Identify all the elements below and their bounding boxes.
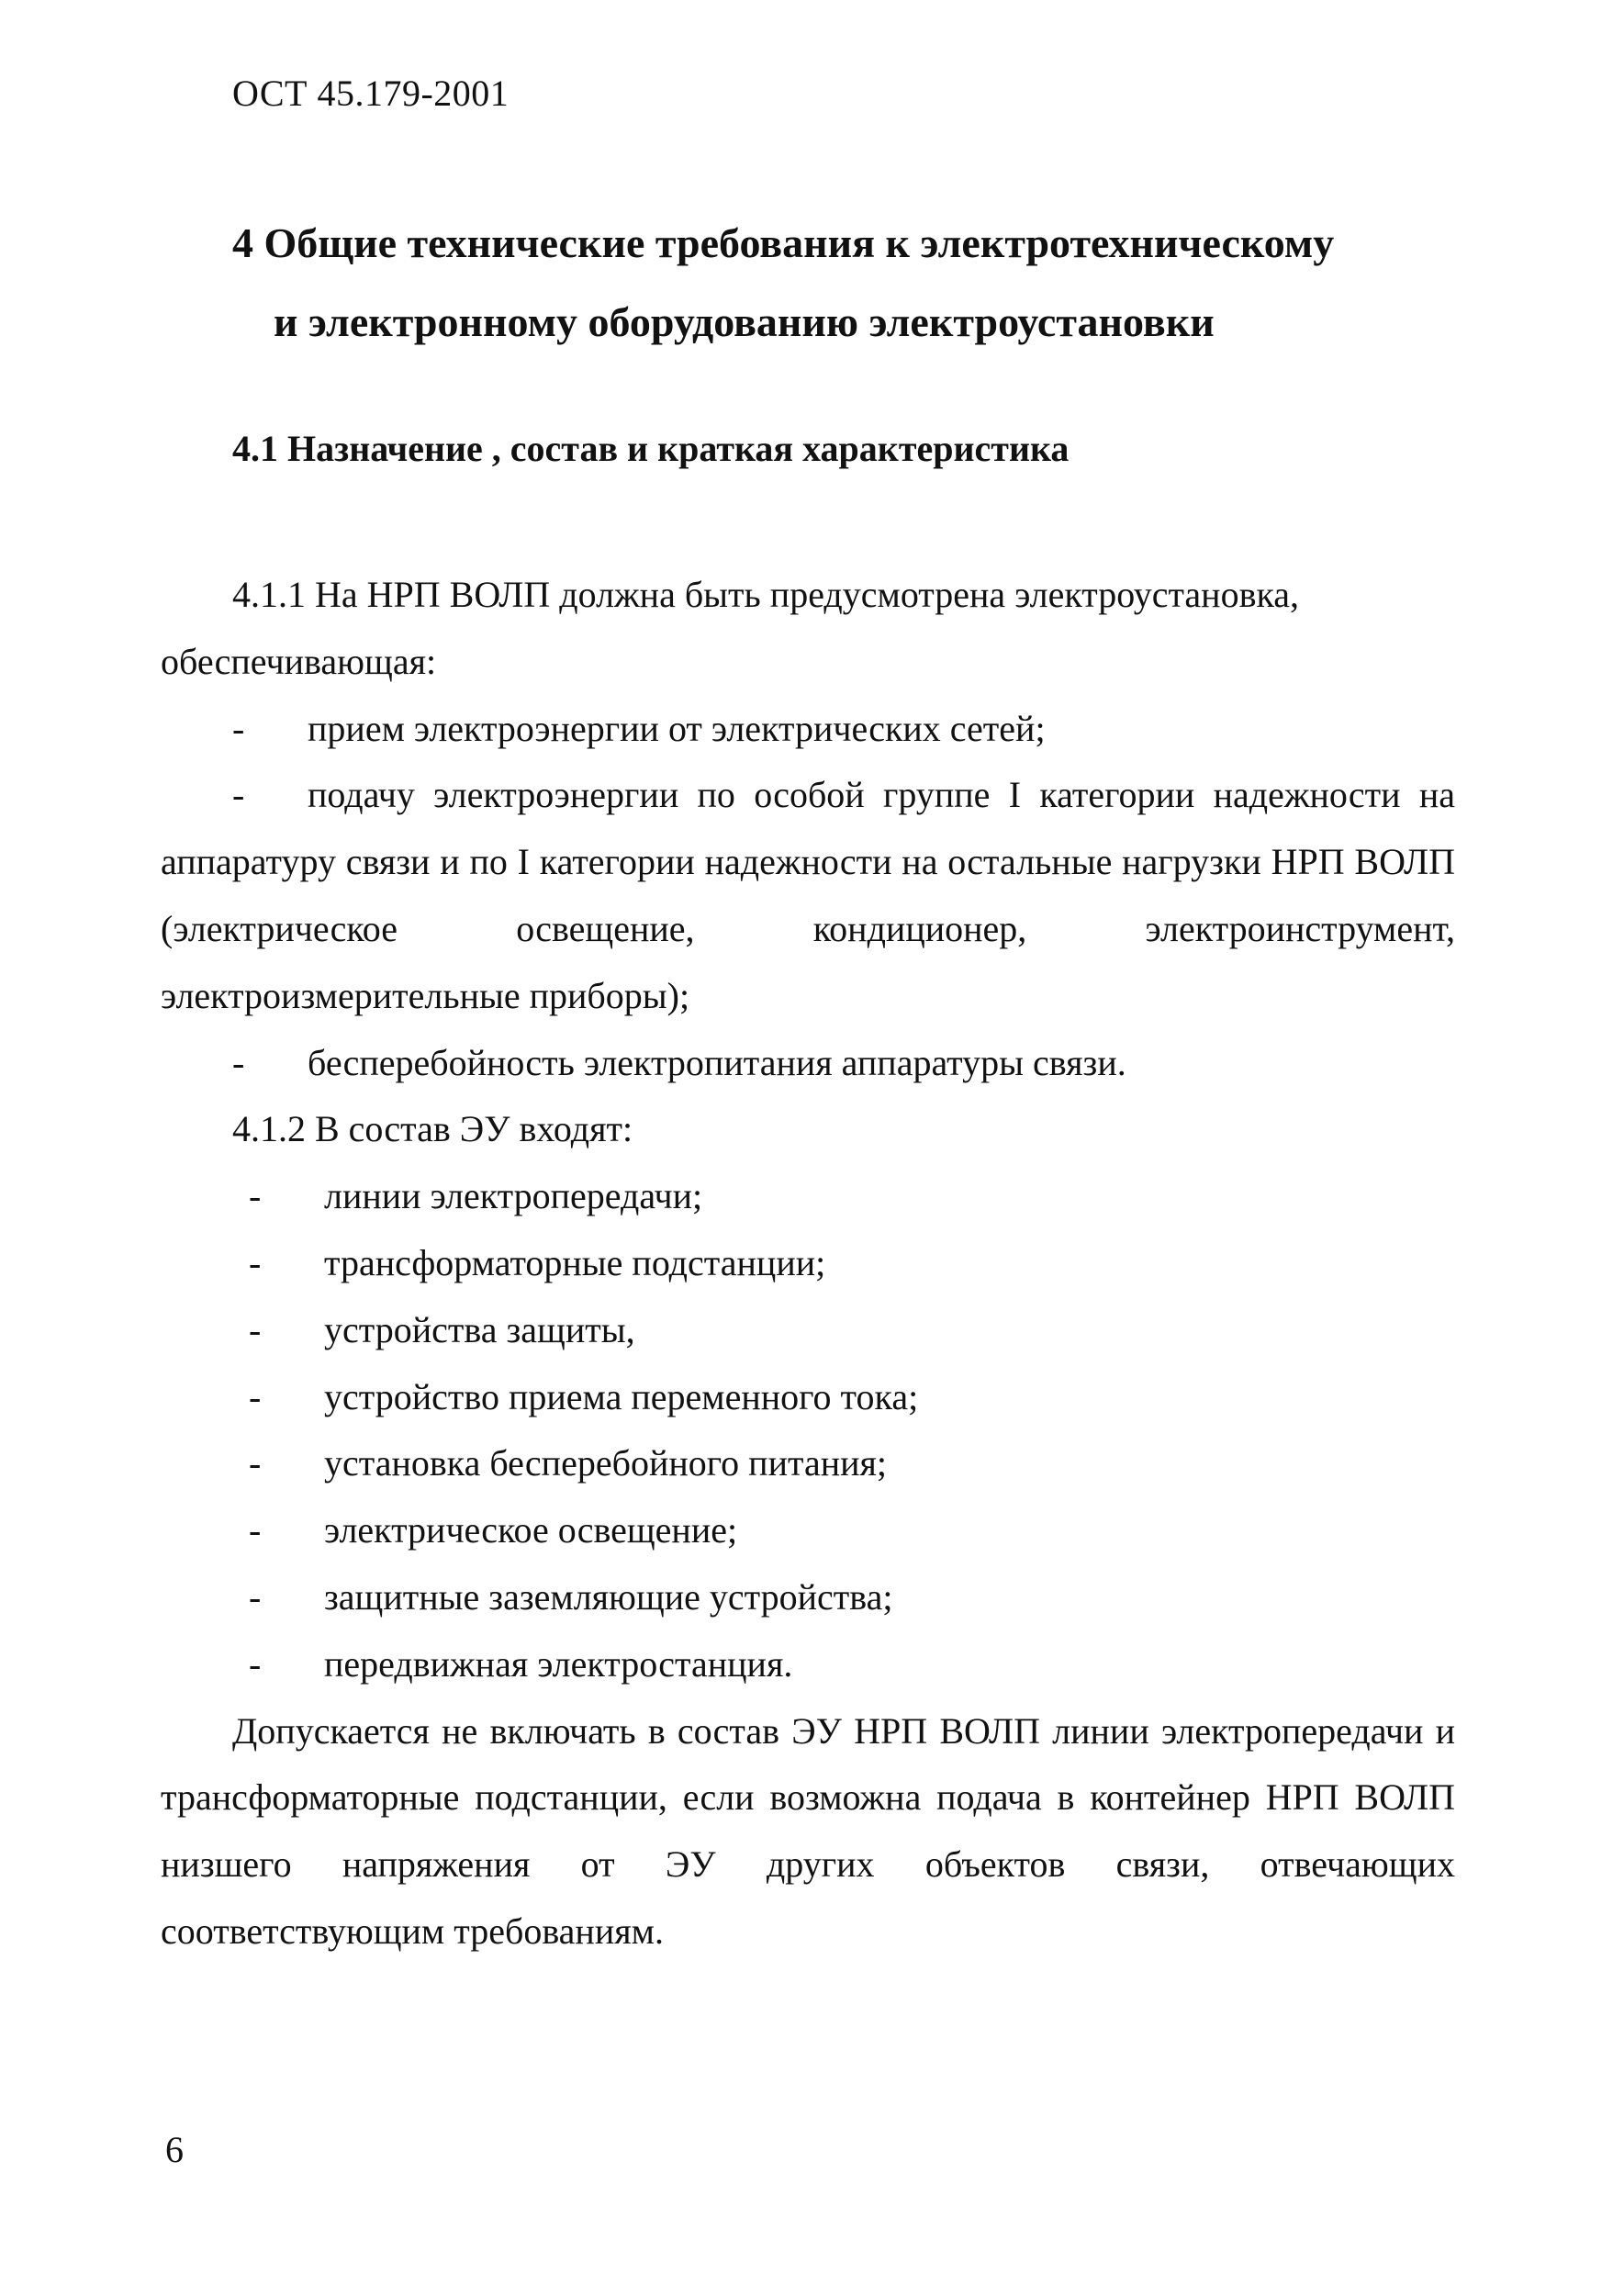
components-list [161, 1163, 1455, 1697]
list-item [161, 696, 1455, 763]
list-item [161, 1230, 1455, 1297]
list-item [161, 1163, 1455, 1230]
section-title [232, 204, 1472, 362]
list-item-text: защитные заземляющие устройства; [324, 1575, 893, 1618]
list-item-text: бесперебойность электропитания аппаратуры связи. [308, 1041, 1126, 1083]
paragraph-4-1-1: 4.1.1 На НРП ВОЛП должна быть предусмотрена электроустановка, [232, 574, 1300, 615]
list-item [161, 1564, 1455, 1631]
list-item-text: прием электроэнергии от электрических сетей; [308, 707, 1046, 749]
list-dash: - [249, 1575, 262, 1618]
list-dash: - [232, 707, 245, 749]
list-item [161, 1030, 1455, 1097]
list-item-text: устройства защиты, [324, 1308, 635, 1350]
list-item [161, 1497, 1455, 1564]
list-dash: - [249, 1241, 262, 1283]
list-dash: - [249, 1442, 262, 1484]
list-item [161, 1297, 1455, 1364]
list-dash: - [249, 1509, 262, 1551]
list-dash: - [249, 1375, 262, 1417]
subsection-title: 4.1 Назначение , состав и краткая характеристика [232, 428, 1070, 469]
list-item-text: трансформаторные подстанции; [324, 1241, 826, 1283]
list-item-text: передвижная электростанция. [324, 1642, 793, 1685]
list-item [161, 762, 1455, 1029]
list-dash: - [249, 1642, 262, 1685]
list-item [161, 1631, 1455, 1698]
section-title-line-1: 4 Общие технические требования к электротехническому [232, 219, 1335, 266]
list-dash: - [232, 774, 245, 816]
list-item [161, 1430, 1455, 1497]
list-item-text: подачу электроэнергии по особой группе I категории надежности на аппаратуру связи и по I категории надежности на остальные нагрузки НРП ВОЛП (электрическое освещение, кондиционер, электроинструмент, электроизмерительные приборы); [161, 774, 1455, 1016]
document-code: ОСТ 45.179-2001 [232, 73, 510, 114]
paragraph-4-1-1-continuation: обеспечивающая: [161, 640, 437, 682]
list-item-text: установка бесперебойного питания; [324, 1442, 888, 1484]
list-dash: - [232, 1041, 245, 1083]
paragraph-4-1-2: 4.1.2 В состав ЭУ входят: [232, 1108, 633, 1150]
list-item-text: линии электропередачи; [324, 1175, 703, 1217]
section-title-line-2: и электронному оборудованию электроустановки [274, 298, 1215, 345]
body-text [161, 562, 1455, 1966]
list-item-text: электрическое освещение; [324, 1509, 738, 1551]
list-dash: - [249, 1308, 262, 1350]
closing-paragraph: Допускается не включать в состав ЭУ НРП ВОЛП линии электропередачи и трансформаторные подстанции, если возможна подача в контейнер НРП ВОЛП низшего напряжения от ЭУ других объектов связи, отвечающих соответствующим требованиям. [161, 1709, 1455, 1952]
page-number: 6 [165, 2129, 184, 2170]
list-item [161, 1364, 1455, 1431]
list-dash: - [249, 1175, 262, 1217]
list-item-text: устройство приема переменного тока; [324, 1375, 919, 1417]
